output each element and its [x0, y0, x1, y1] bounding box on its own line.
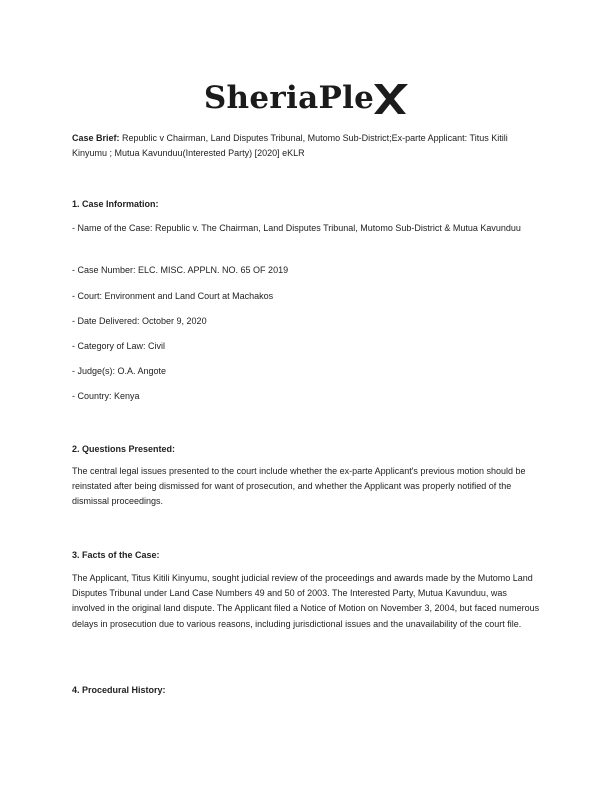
case-info-item: - Name of the Case: Republic v. The Chairman, Land Disputes Tribunal, Mutomo Sub-District & Mutua Kavunduu	[72, 223, 521, 233]
sheriaplex-logo	[0, 78, 612, 122]
logo-wordmark: SheriaPle	[203, 80, 375, 116]
case-info-item: - Category of Law: Civil	[72, 341, 166, 351]
questions-presented-text: The central legal issues presented to the court include whether the ex-parte Applicant's previous motion should be reinstated after being dismissed for want of prosecution, and whether the Applicant was properly notified of the dismissal proceedings.	[72, 466, 526, 507]
facts-text: The Applicant, Titus Kitili Kinyumu, sought judicial review of the proceedings and awards made by the Mutomo Land Disputes Tribunal under Land Case Numbers 49 and 50 of 2003. The Interested Party, Mutua Kavunduu, was involved in the original land dispute. The Applicant filed a Notice of Motion on November 3, 2004, but faced numerous delays in prosecution due to various reasons, including jurisdictional issues and the unavailability of the court file.	[72, 573, 540, 629]
case-info-item: - Court: Environment and Land Court at Machakos	[72, 291, 274, 301]
case-brief	[72, 131, 542, 161]
case-info-item: - Case Number: ELC. MISC. APPLN. NO. 65 OF 2019	[72, 265, 289, 275]
questions-presented-heading: 2. Questions Presented:	[72, 444, 176, 454]
case-brief-label: Case Brief:	[72, 133, 120, 143]
case-info-item: - Country: Kenya	[72, 391, 140, 401]
case-brief-text: Republic v Chairman, Land Disputes Tribunal, Mutomo Sub-District;Ex-parte Applicant: Titus Kitili Kinyumu ; Mutua Kavunduu(Interested Party) [2020] eKLR	[72, 133, 508, 158]
facts-heading: 3. Facts of the Case:	[72, 550, 160, 560]
case-information-heading: 1. Case Information:	[72, 199, 159, 209]
case-info-item: - Date Delivered: October 9, 2020	[72, 316, 207, 326]
logo-x-mark-icon	[372, 82, 408, 116]
procedural-history-heading: 4. Procedural History:	[72, 685, 166, 695]
case-info-item: - Judge(s): O.A. Angote	[72, 366, 167, 376]
